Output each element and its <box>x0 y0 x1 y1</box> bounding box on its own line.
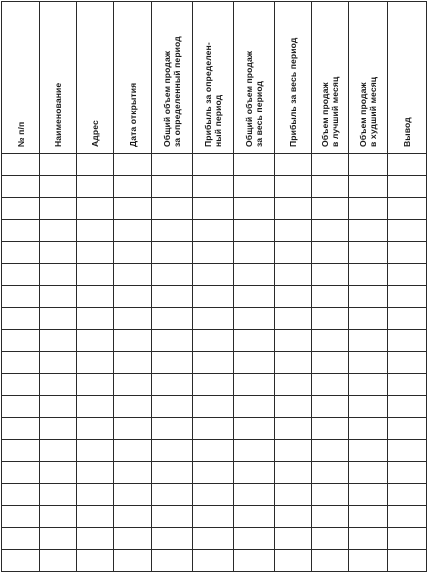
table-cell <box>234 154 275 176</box>
table-row <box>2 374 427 396</box>
table-row <box>2 198 427 220</box>
table-cell <box>40 418 77 440</box>
table-cell <box>349 220 388 242</box>
table-cell <box>234 352 275 374</box>
table-cell <box>77 396 114 418</box>
table-cell <box>40 176 77 198</box>
table-cell <box>40 220 77 242</box>
table-cell <box>77 198 114 220</box>
table-cell <box>114 154 152 176</box>
header-label: Общий объем продаж за определенный период <box>162 36 182 147</box>
table-cell <box>77 462 114 484</box>
table-row <box>2 264 427 286</box>
table-cell <box>40 484 77 506</box>
table-cell <box>234 220 275 242</box>
header-label: Общий объем продаж за весь период <box>244 50 264 147</box>
table-cell <box>349 484 388 506</box>
table-cell <box>349 506 388 528</box>
header-cell-sales-total <box>234 2 275 154</box>
table-cell <box>152 550 193 572</box>
table-cell <box>388 264 427 286</box>
table-cell <box>77 374 114 396</box>
table-cell <box>40 550 77 572</box>
table-cell <box>312 484 349 506</box>
table-cell <box>275 154 312 176</box>
table-cell <box>193 242 234 264</box>
table-cell <box>2 440 40 462</box>
table-cell <box>234 264 275 286</box>
table-row <box>2 506 427 528</box>
header-label: Объем продаж в худший месяц <box>358 76 378 147</box>
table-cell <box>40 330 77 352</box>
table-cell <box>388 330 427 352</box>
table-cell <box>275 418 312 440</box>
table-cell <box>275 198 312 220</box>
table-cell <box>312 506 349 528</box>
table-cell <box>193 308 234 330</box>
table-cell <box>388 154 427 176</box>
table-cell <box>114 374 152 396</box>
table-cell <box>312 396 349 418</box>
table-row <box>2 418 427 440</box>
table-cell <box>349 440 388 462</box>
table-cell <box>114 264 152 286</box>
table-cell <box>193 528 234 550</box>
table-cell <box>77 242 114 264</box>
table-cell <box>114 198 152 220</box>
table-cell <box>388 440 427 462</box>
table-cell <box>275 330 312 352</box>
table-row <box>2 286 427 308</box>
table-cell <box>388 506 427 528</box>
table-row <box>2 308 427 330</box>
sales-report-table <box>1 1 427 572</box>
table-cell <box>152 198 193 220</box>
table-cell <box>152 242 193 264</box>
table-cell <box>234 506 275 528</box>
table-row <box>2 242 427 264</box>
table-cell <box>312 374 349 396</box>
table-cell <box>275 396 312 418</box>
table-cell <box>275 264 312 286</box>
table-cell <box>349 550 388 572</box>
table-cell <box>2 154 40 176</box>
table-cell <box>312 176 349 198</box>
header-cell-best-month <box>312 2 349 154</box>
table-row <box>2 330 427 352</box>
table-cell <box>275 220 312 242</box>
table-cell <box>349 462 388 484</box>
table-cell <box>77 286 114 308</box>
table-cell <box>77 506 114 528</box>
table-row <box>2 462 427 484</box>
table-cell <box>234 484 275 506</box>
table-cell <box>275 308 312 330</box>
table-cell <box>275 176 312 198</box>
table-cell <box>152 154 193 176</box>
table-cell <box>312 550 349 572</box>
table-cell <box>40 264 77 286</box>
table-cell <box>77 440 114 462</box>
table-cell <box>152 220 193 242</box>
table-cell <box>2 308 40 330</box>
table-cell <box>234 440 275 462</box>
table-cell <box>388 374 427 396</box>
table-cell <box>234 242 275 264</box>
table-cell <box>2 418 40 440</box>
table-cell <box>193 198 234 220</box>
table-cell <box>388 352 427 374</box>
table-cell <box>312 330 349 352</box>
table-cell <box>2 176 40 198</box>
table-cell <box>349 242 388 264</box>
table-cell <box>2 396 40 418</box>
table-cell <box>349 418 388 440</box>
table-cell <box>349 374 388 396</box>
table-row <box>2 550 427 572</box>
table-row <box>2 528 427 550</box>
table-cell <box>234 286 275 308</box>
table-cell <box>2 352 40 374</box>
table-cell <box>193 440 234 462</box>
table-cell <box>349 198 388 220</box>
header-cell-address <box>77 2 114 154</box>
table-cell <box>77 352 114 374</box>
table-cell <box>388 242 427 264</box>
table-cell <box>312 198 349 220</box>
table-cell <box>152 418 193 440</box>
table-cell <box>40 154 77 176</box>
table-cell <box>275 506 312 528</box>
table-cell <box>388 176 427 198</box>
table-cell <box>275 484 312 506</box>
header-row <box>2 2 427 154</box>
table-cell <box>2 484 40 506</box>
table-cell <box>193 220 234 242</box>
table-cell <box>152 286 193 308</box>
header-cell-conclusion <box>388 2 427 154</box>
table-cell <box>2 264 40 286</box>
table-row <box>2 220 427 242</box>
table-cell <box>312 528 349 550</box>
table-cell <box>193 550 234 572</box>
table-cell <box>40 308 77 330</box>
header-label: Адрес <box>90 120 100 147</box>
header-cell-number <box>2 2 40 154</box>
table-cell <box>40 374 77 396</box>
table-cell <box>114 176 152 198</box>
table-cell <box>388 462 427 484</box>
table-cell <box>193 396 234 418</box>
table-cell <box>77 220 114 242</box>
table-row <box>2 176 427 198</box>
table-cell <box>234 330 275 352</box>
table-cell <box>349 528 388 550</box>
table-cell <box>234 396 275 418</box>
table-cell <box>275 352 312 374</box>
table-cell <box>388 220 427 242</box>
table-cell <box>77 154 114 176</box>
table-cell <box>2 462 40 484</box>
table-body <box>2 154 427 572</box>
table-row <box>2 352 427 374</box>
table-cell <box>388 396 427 418</box>
table-cell <box>388 528 427 550</box>
table-cell <box>77 330 114 352</box>
header-label: Дата открытия <box>127 82 138 147</box>
table-cell <box>312 352 349 374</box>
table-cell <box>2 198 40 220</box>
table-cell <box>312 242 349 264</box>
table-cell <box>349 396 388 418</box>
table-cell <box>40 242 77 264</box>
table-cell <box>114 352 152 374</box>
table-cell <box>152 396 193 418</box>
table-cell <box>114 330 152 352</box>
table-cell <box>349 286 388 308</box>
header-cell-worst-month <box>349 2 388 154</box>
table-cell <box>152 374 193 396</box>
table-cell <box>152 352 193 374</box>
table-cell <box>2 286 40 308</box>
table-cell <box>349 352 388 374</box>
table-cell <box>349 154 388 176</box>
table-row <box>2 440 427 462</box>
table-cell <box>114 506 152 528</box>
table-cell <box>193 462 234 484</box>
table-cell <box>77 484 114 506</box>
table-cell <box>193 176 234 198</box>
table-cell <box>114 396 152 418</box>
table-cell <box>349 176 388 198</box>
table-cell <box>388 198 427 220</box>
table-cell <box>114 440 152 462</box>
table-cell <box>349 330 388 352</box>
table-cell <box>193 352 234 374</box>
table-cell <box>114 528 152 550</box>
table-cell <box>40 528 77 550</box>
table-cell <box>275 550 312 572</box>
header-cell-profit-period <box>193 2 234 154</box>
table-cell <box>152 264 193 286</box>
table-cell <box>2 242 40 264</box>
table-cell <box>2 528 40 550</box>
table-cell <box>275 440 312 462</box>
table-cell <box>77 176 114 198</box>
table-cell <box>2 506 40 528</box>
header-label: № п/п <box>15 121 26 147</box>
table-cell <box>114 286 152 308</box>
table-cell <box>193 330 234 352</box>
table-cell <box>152 176 193 198</box>
table-cell <box>40 198 77 220</box>
table-cell <box>275 242 312 264</box>
header-cell-profit-total <box>275 2 312 154</box>
table-cell <box>77 418 114 440</box>
header-label: Объем продаж в лучший месяц <box>320 76 340 147</box>
table-cell <box>193 286 234 308</box>
table-cell <box>152 440 193 462</box>
table-cell <box>312 308 349 330</box>
table-cell <box>388 308 427 330</box>
table-cell <box>275 286 312 308</box>
table-cell <box>40 462 77 484</box>
table-cell <box>312 440 349 462</box>
table-cell <box>349 264 388 286</box>
table-cell <box>40 396 77 418</box>
table-cell <box>77 550 114 572</box>
table-cell <box>312 264 349 286</box>
table-cell <box>234 374 275 396</box>
table-cell <box>40 506 77 528</box>
table-cell <box>349 308 388 330</box>
table-cell <box>193 506 234 528</box>
table-cell <box>193 484 234 506</box>
table-cell <box>2 220 40 242</box>
table-cell <box>152 308 193 330</box>
table-cell <box>114 550 152 572</box>
table-cell <box>152 330 193 352</box>
table-cell <box>388 550 427 572</box>
table-cell <box>77 528 114 550</box>
header-label: Прибыль за весь период <box>288 37 298 147</box>
table-cell <box>234 198 275 220</box>
table-cell <box>312 220 349 242</box>
table-cell <box>114 484 152 506</box>
table-cell <box>114 220 152 242</box>
table-cell <box>234 308 275 330</box>
header-cell-open-date <box>114 2 152 154</box>
table-cell <box>152 484 193 506</box>
table-cell <box>40 440 77 462</box>
table-cell <box>193 154 234 176</box>
table-cell <box>234 528 275 550</box>
table-cell <box>77 264 114 286</box>
table-cell <box>388 418 427 440</box>
header-cell-sales-period <box>152 2 193 154</box>
table-cell <box>2 330 40 352</box>
table-cell <box>114 462 152 484</box>
table-row <box>2 396 427 418</box>
table-cell <box>312 286 349 308</box>
header-label: Вывод <box>402 117 412 147</box>
header-cell-name <box>40 2 77 154</box>
table-cell <box>193 264 234 286</box>
header-label: Прибыль за определен- ный период <box>203 42 223 147</box>
table-cell <box>152 506 193 528</box>
table-cell <box>234 176 275 198</box>
table-cell <box>40 286 77 308</box>
table-cell <box>40 352 77 374</box>
table-cell <box>275 528 312 550</box>
table-row <box>2 154 427 176</box>
table-cell <box>114 242 152 264</box>
table-cell <box>388 286 427 308</box>
table-cell <box>234 550 275 572</box>
table-cell <box>312 154 349 176</box>
table-cell <box>234 418 275 440</box>
table-cell <box>77 308 114 330</box>
table-cell <box>275 374 312 396</box>
table-cell <box>312 418 349 440</box>
table-cell <box>114 418 152 440</box>
table-cell <box>312 462 349 484</box>
table-cell <box>152 528 193 550</box>
table-cell <box>234 462 275 484</box>
header-label: Наименование <box>53 82 63 147</box>
table-cell <box>2 374 40 396</box>
table-cell <box>152 462 193 484</box>
table-cell <box>114 308 152 330</box>
table-cell <box>193 374 234 396</box>
table-cell <box>193 418 234 440</box>
table-cell <box>388 484 427 506</box>
table-cell <box>275 462 312 484</box>
table-cell <box>2 550 40 572</box>
table-row <box>2 484 427 506</box>
